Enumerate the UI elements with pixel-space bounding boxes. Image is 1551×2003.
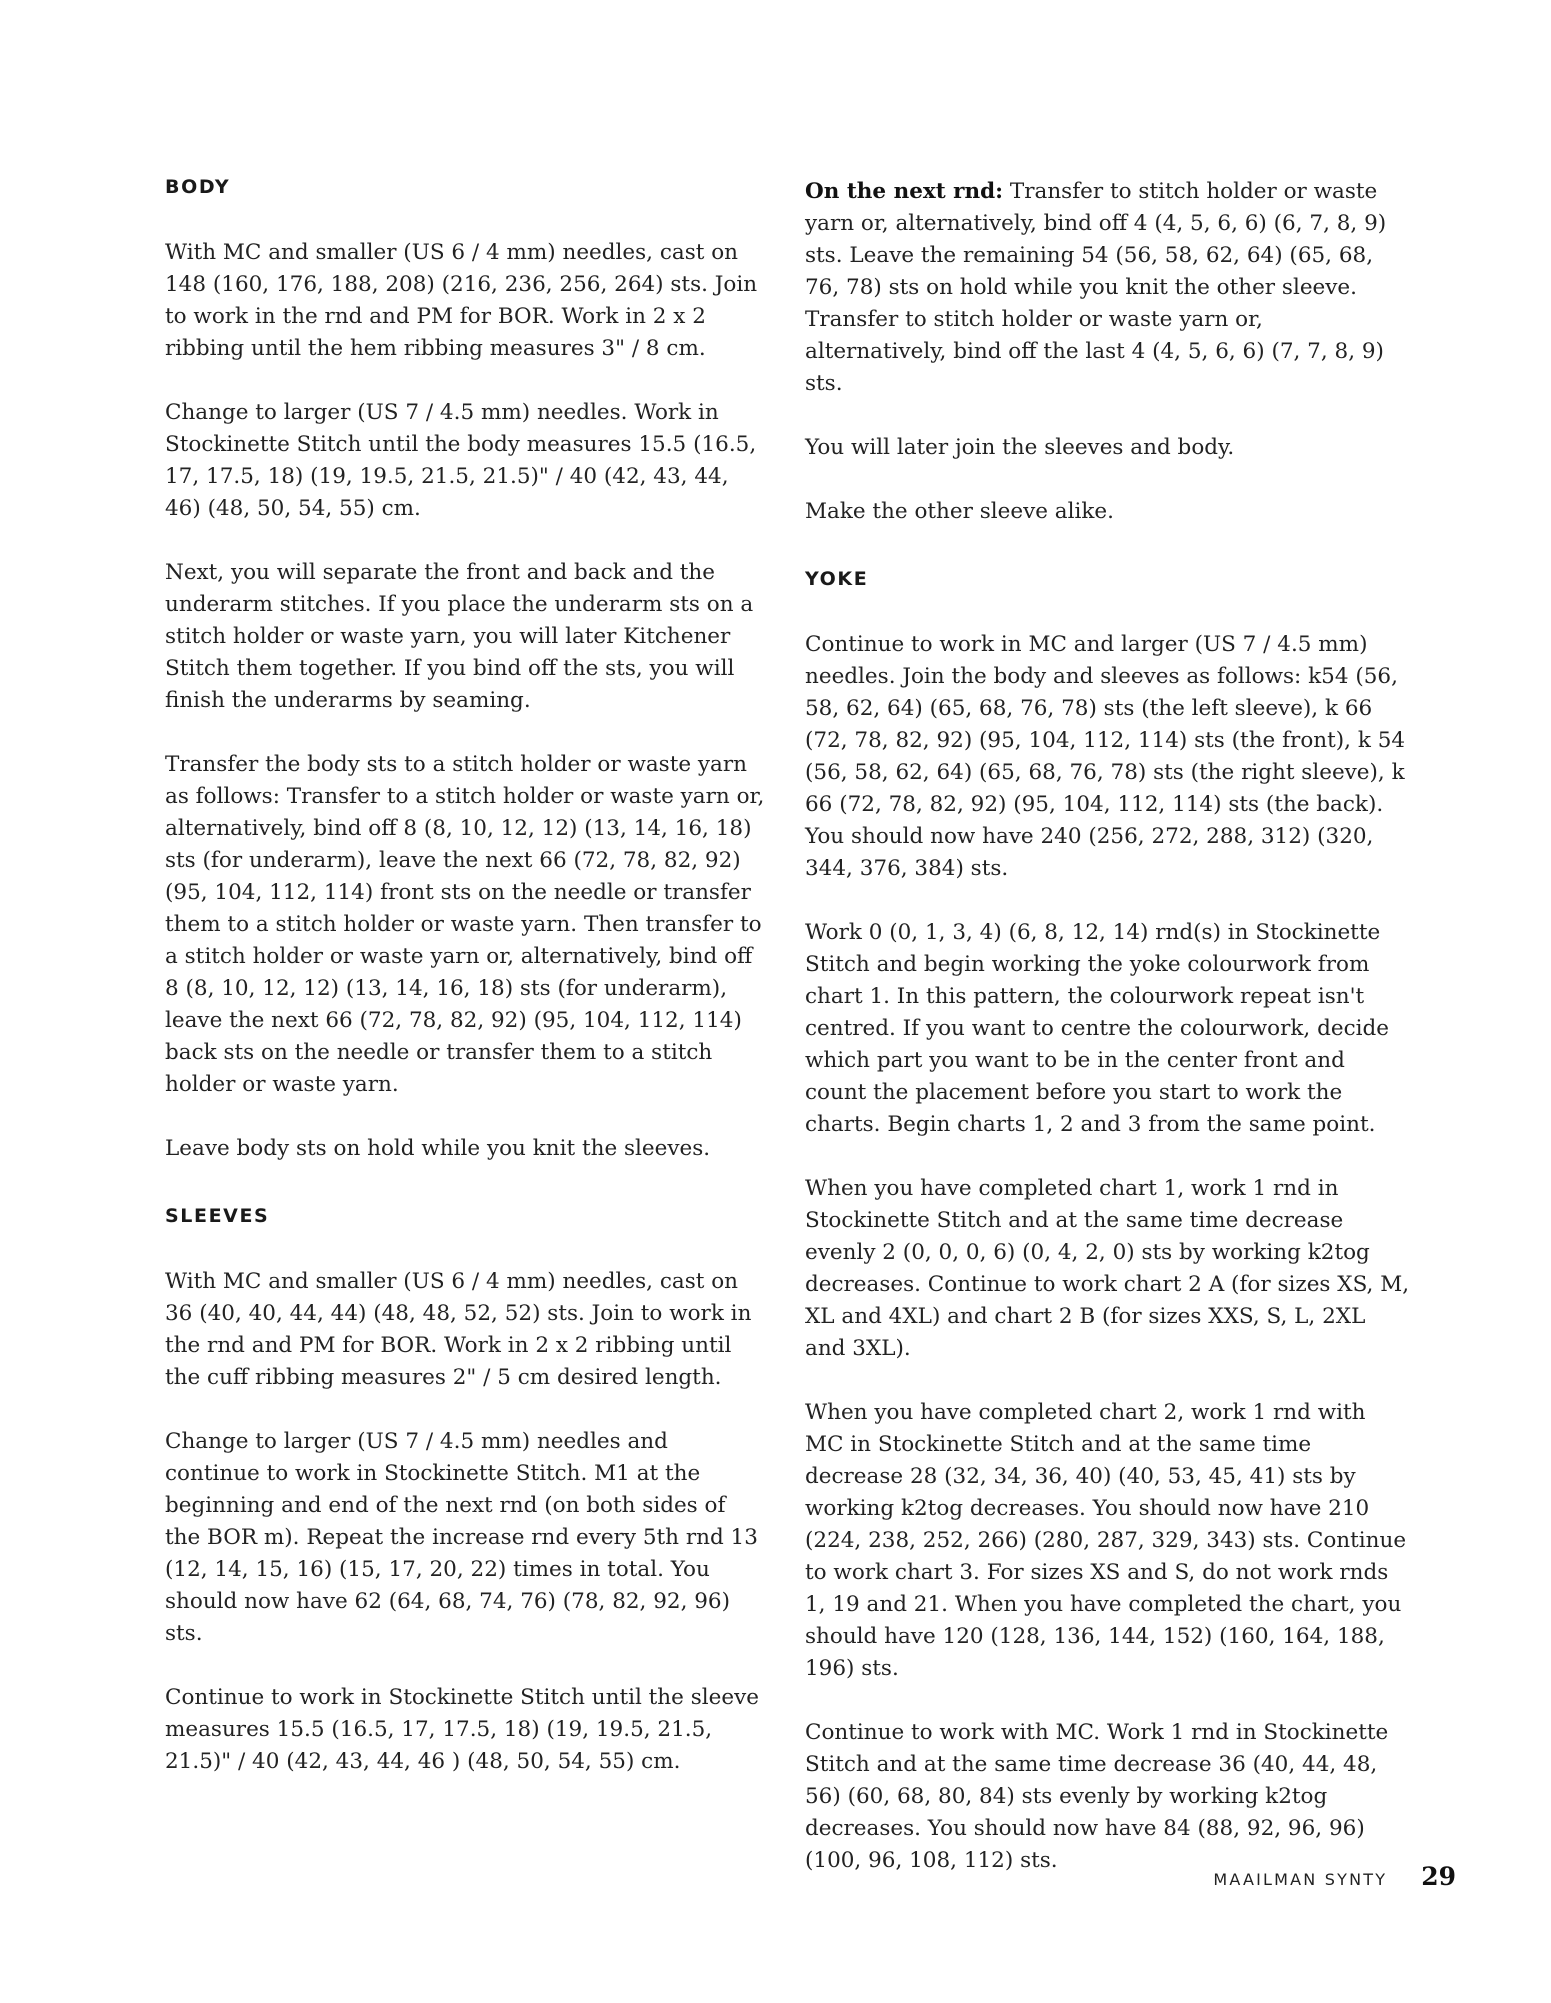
body-paragraph-stockinette: Change to larger (US 7 / 4.5 mm) needles. Work in Stockinette Stitch until the body measures 15.5 (16.5, 17, 17.5, 18) (19, 19.5, 21.5, 21.5)" / 40 (42, 43, 44, 46) (48, 50, 54, 55) cm. — [165, 400, 757, 521]
body-paragraph-cast-on: With MC and smaller (US 6 / 4 mm) needles, cast on 148 (160, 176, 188, 208) (216, 236, 256, 264) sts. Join to work in the rnd and PM for BOR. Work in 2 x 2 ribbing until the hem ribbing measures 3" / 8 cm. — [165, 240, 758, 361]
yoke-paragraph-final: Continue to work with MC. Work 1 rnd in Stockinette Stitch and at the same time decrease 36 (40, 44, 48, 56) (60, 68, 80, 84) sts evenly by working k2tog decreases. You should now have 84 (88, 92, 96, 96) (100, 96, 108, 112) sts. — [805, 1720, 1389, 1873]
sleeves-paragraph-increase: Change to larger (US 7 / 4.5 mm) needles and continue to work in Stockinette Stitch. M1 at the beginning and end of the next rnd (on both sides of the BOR m). Repeat the increase rnd every 5th rnd 13 (12, 14, 15, 16) (15, 17, 20, 22) times in total. You should now have 62 (64, 68, 74, 76) (78, 82, 92, 96) sts. — [165, 1429, 758, 1646]
yoke-paragraph-chart-3: When you have completed chart 2, work 1 rnd with MC in Stockinette Stitch and at the same time decrease 28 (32, 34, 36, 40) (40, 53, 45, 41) sts by working k2tog decreases. You should now have 210 (224, 238, 252, 266) (280, 287, 329, 343) sts. Continue to work chart 3. For sizes XS and S, do not work rnds 1, 19 and 21. When you have completed the chart, you should have 120 (128, 136, 144, 152) (160, 164, 188, 196) sts. — [805, 1400, 1407, 1681]
footer-book-title: MAAILMAN SYNTY — [1213, 1870, 1388, 1889]
body-paragraph-hold: Leave body sts on hold while you knit the sleeves. — [165, 1136, 711, 1161]
section-heading-body: BODY — [165, 176, 231, 198]
section-heading-yoke: YOKE — [805, 568, 869, 590]
body-paragraph-separate: Next, you will separate the front and back and the underarm stitches. If you place the underarm sts on a stitch holder or waste yarn, you will later Kitchener Stitch them together. If you bind off the sts, you will finish the underarms by seaming. — [165, 560, 754, 713]
sleeves-paragraph-measure: Continue to work in Stockinette Stitch until the sleeve measures 15.5 (16.5, 17, 17.5, 18) (19, 19.5, 21.5, 21.5)" / 40 (42, 43, 44, 46 ) (48, 50, 54, 55) cm. — [165, 1685, 759, 1774]
right-column — [805, 176, 1410, 1877]
yoke-paragraph-join: Continue to work in MC and larger (US 7 / 4.5 mm) needles. Join the body and sleeves as follows: k54 (56, 58, 62, 64) (65, 68, 76, 78) sts (the left sleeve), k 66 (72, 78, 82, 92) (95, 104, 112, 114) sts (the front), k 54 (56, 58, 62, 64) (65, 68, 76, 78) sts (the right sleeve), k 66 (72, 78, 82, 92) (95, 104, 112, 114) sts (the back). You should now have 240 (256, 272, 288, 312) (320, 344, 376, 384) sts. — [805, 632, 1406, 881]
page-footer — [1213, 1862, 1456, 1891]
yoke-paragraph-chart-2: When you have completed chart 1, work 1 rnd in Stockinette Stitch and at the same time decrease evenly 2 (0, 0, 0, 6) (0, 4, 2, 0) sts by working k2tog decreases. Continue to work chart 2 A (for sizes XS, M, XL and 4XL) and chart 2 B (for sizes XXS, S, L, 2XL and 3XL). — [805, 1176, 1410, 1361]
next-rnd-lead: On the next rnd: — [805, 179, 1004, 204]
sleeves-paragraph-join-later: You will later join the sleeves and body. — [805, 435, 1235, 460]
page-number: 29 — [1421, 1862, 1456, 1891]
body-paragraph-transfer: Transfer the body sts to a stitch holder or waste yarn as follows: Transfer to a stitch holder or waste yarn or, alternatively, bind off 8 (8, 10, 12, 12) (13, 14, 16, 18) sts (for underarm), leave the next 66 (72, 78, 82, 92) (95, 104, 112, 114) front sts on the needle or transfer them to a stitch holder or waste yarn. Then transfer to a stitch holder or waste yarn or, alternatively, bind off 8 (8, 10, 12, 12) (13, 14, 16, 18) sts (for underarm), leave the next 66 (72, 78, 82, 92) (95, 104, 112, 114) back sts on the needle or transfer them to a stitch holder or waste yarn. — [165, 752, 765, 1097]
section-heading-sleeves: SLEEVES — [165, 1205, 270, 1227]
left-column — [165, 176, 765, 1778]
sleeves-paragraph-other: Make the other sleeve alike. — [805, 499, 1114, 524]
sleeves-paragraph-cast-on: With MC and smaller (US 6 / 4 mm) needles, cast on 36 (40, 40, 44, 44) (48, 48, 52, 52) sts. Join to work in the rnd and PM for BOR. Work in 2 x 2 ribbing until the cuff ribbing measures 2" / 5 cm desired length. — [165, 1269, 752, 1390]
next-rnd-text: Transfer to stitch holder or waste yarn or, alternatively, bind off 4 (4, 5, 6, 6) (6, 7, 8, 9) sts. Leave the remaining 54 (56, 58, 62, 64) (65, 68, 76, 78) sts on hold while you knit the other sleeve. Transfer to stitch holder or waste yarn or, alternatively, bind off the last 4 (4, 5, 6, 6) (7, 7, 8, 9) sts. — [805, 179, 1387, 396]
sleeves-paragraph-next-rnd — [805, 176, 1410, 400]
yoke-paragraph-chart-1: Work 0 (0, 1, 3, 4) (6, 8, 12, 14) rnd(s) in Stockinette Stitch and begin working the yoke colourwork from chart 1. In this pattern, the colourwork repeat isn't centred. If you want to centre the colourwork, decide which part you want to be in the center front and count the placement before you start to work the charts. Begin charts 1, 2 and 3 from the same point. — [805, 920, 1389, 1137]
